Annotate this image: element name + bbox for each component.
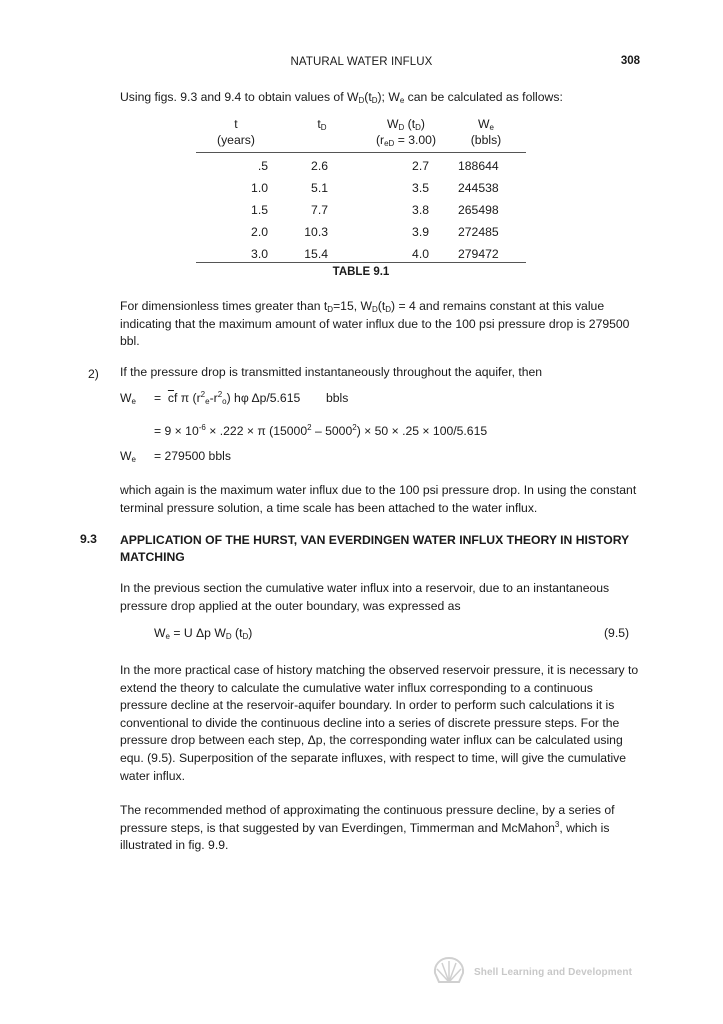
col-header-t: t (years) bbox=[217, 117, 255, 147]
section-paragraph-3: The recommended method of approximating the continuous pressure decline, by a series of pressure steps, is that suggested by van Everdingen, Timmerman and McMahon$^3$, which is illustrated in fig. 9.9. bbox=[120, 803, 615, 853]
equation-we-general: $W_e$ bbox=[120, 391, 136, 406]
equation-we-result: = 279500 bbls bbox=[154, 449, 231, 463]
table-row: 1.0 5.1 3.5 244538 bbox=[251, 181, 499, 195]
footer-brand-text: Shell Learning and Development bbox=[474, 967, 633, 978]
shell-logo-icon bbox=[432, 956, 466, 986]
col-header-we: $W_e$ (bbls) bbox=[470, 117, 502, 147]
equation-label: (9.5) bbox=[604, 626, 630, 640]
table-row: 1.5 7.7 3.8 265498 bbox=[251, 203, 499, 217]
equation-units: bbls bbox=[326, 391, 349, 405]
paragraph-conclusion: which again is the maximum water influx due to the 100 psi pressure drop. In using the constant terminal pressure solution, a time scale has been attached to the water influx. bbox=[120, 483, 637, 515]
table-row: 2.0 10.3 3.9 272485 bbox=[251, 225, 499, 239]
section-title: APPLICATION OF THE HURST, VAN EVERDINGEN WATER INFLUX THEORY IN HISTORY MATCHING bbox=[120, 533, 629, 564]
col-header-wd: $W_D$ $(t_D)$ $(r_{eD} = 3.00)$ bbox=[375, 117, 437, 148]
section-paragraph-2: In the more practical case of history matching the observed reservoir pressure, it is necessary to extend the theory to calculate the cumulative water influx corresponding to a continuous pressure decline at the reservoir-aquifer boundary. In order to perform such calculations it is conventional to divide the continuous decline into a series of discrete pressure steps. For the pressure drop between each step, Δp, the corresponding water influx can be calculated using equ. (9.5). Superposition of the separate influxes, with respect to time, will give the cumulative water influx. bbox=[120, 663, 639, 783]
intro-line: Using figs. 9.3 and 9.4 to obtain values of $W_D(t_D)$; $W_e$ can be calculated as follows: bbox=[120, 90, 563, 105]
running-header-title: NATURAL WATER INFLUX bbox=[290, 56, 433, 68]
item-number: 2) bbox=[88, 367, 99, 381]
page-number: 308 bbox=[620, 55, 640, 67]
section-number: 9.3 bbox=[80, 532, 97, 546]
table-header-rule bbox=[196, 152, 526, 153]
section-paragraph-1: In the previous section the cumulative water influx into a reservoir, due to an instantaneous pressure drop applied at the outer boundary, was expressed as bbox=[120, 581, 610, 613]
table-caption: TABLE 9.1 bbox=[332, 266, 390, 278]
col-header-td: $t_D$ bbox=[317, 117, 327, 132]
item2-intro: If the pressure drop is transmitted instantaneously throughout the aquifer, then bbox=[120, 365, 543, 379]
table-row: 3.0 15.4 4.0 279472 bbox=[251, 247, 499, 261]
equation-we-result-lhs: $W_e$ bbox=[120, 449, 136, 464]
equation-we-general-rhs: = $\overline{c}f$ π $(r^2_e-r^2_o)$ hφ Δp/5.615 bbox=[154, 390, 301, 406]
equation-we-numeric: = $9 \times 10^{-6} \times .222 \times \pi$ $(15000^2 - 5000^2) \times 50 \times .25 \times 100/5.615$ bbox=[154, 423, 488, 438]
table-row: .5 2.6 2.7 188644 bbox=[257, 159, 499, 173]
paragraph-dimensionless: For dimensionless times greater than $t_D=15$, $W_D(t_D) = 4$ and remains constant at this value indicating that the maximum amount of water influx due to the 100 psi pressure drop is 279500 bbl. bbox=[120, 299, 630, 349]
table-bottom-rule bbox=[196, 262, 526, 263]
equation-9-5: $W_e = U$ Δp $W_D$ $(t_D)$ bbox=[154, 626, 253, 641]
